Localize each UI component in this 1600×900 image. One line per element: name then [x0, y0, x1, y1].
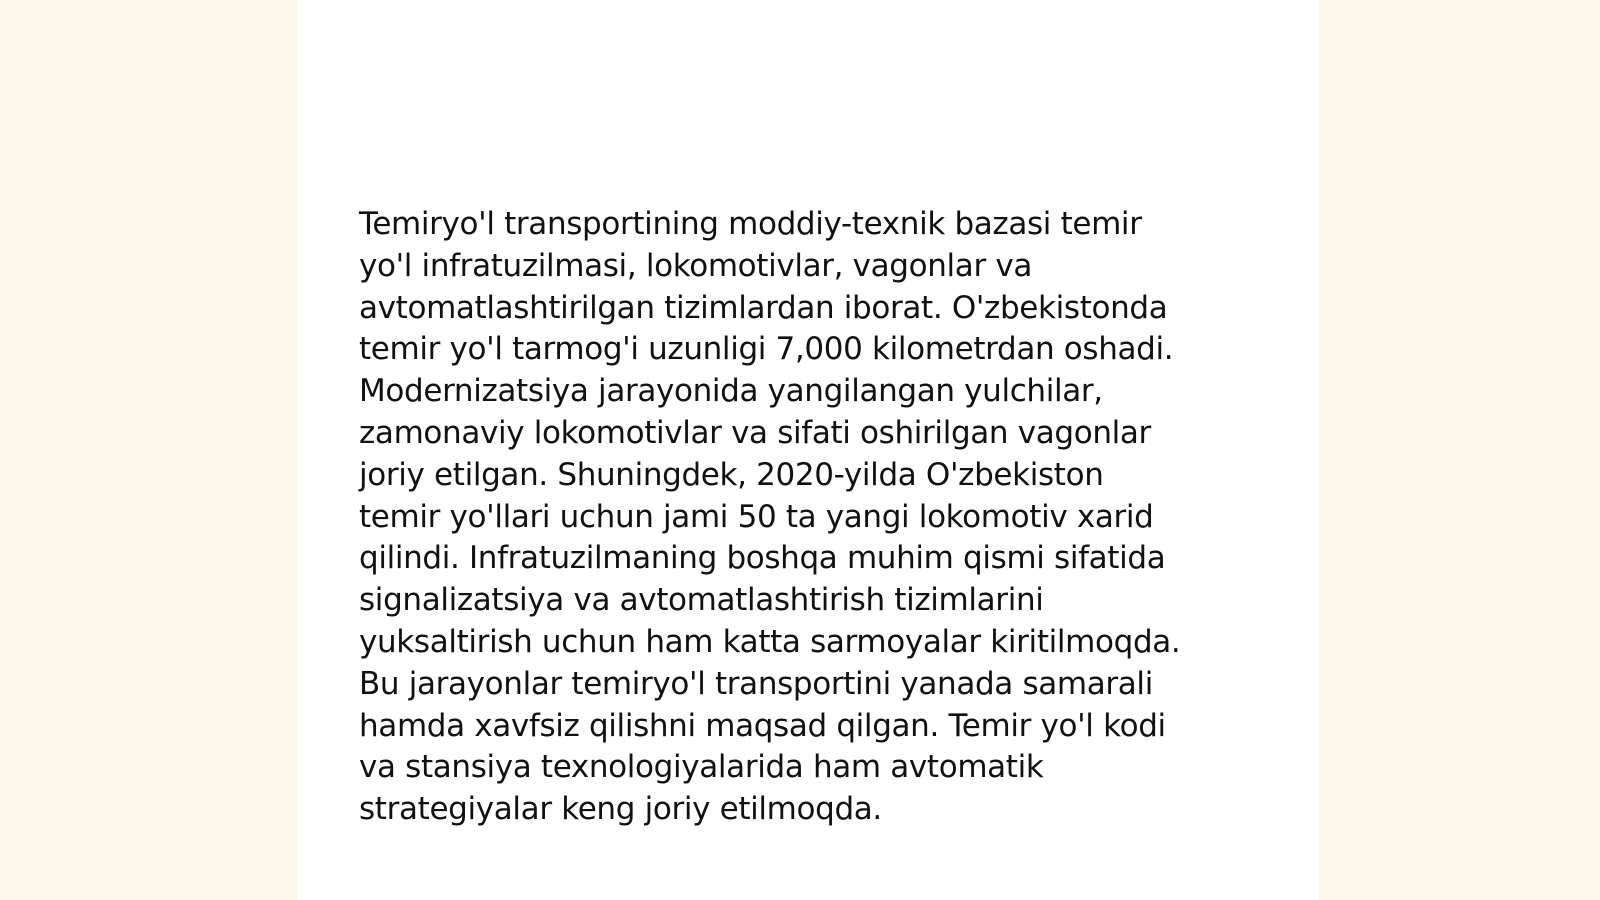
paragraph-line: Modernizatsiya jarayonida yangilangan yulchilar,	[359, 373, 1103, 410]
paragraph-line: temir yo'llari uchun jami 50 ta yangi lokomotiv xarid	[359, 498, 1154, 535]
paragraph-line: yo'l infratuzilmasi, lokomotivlar, vagonlar va	[359, 247, 1032, 284]
paragraph-line: zamonaviy lokomotivlar va sifati oshirilgan vagonlar	[359, 414, 1151, 451]
paragraph-line: Temiryo'l transportining moddiy-texnik bazasi temir	[359, 206, 1142, 242]
paragraph-line: Bu jarayonlar temiryo'l transportini yanada samarali	[359, 665, 1153, 702]
paragraph-line: yuksaltirish uchun ham katta sarmoyalar kiritilmoqda.	[359, 623, 1181, 660]
paragraph-line: va stansiya texnologiyalarida ham avtomatik	[359, 749, 1044, 786]
paragraph-line: avtomatlashtirilgan tizimlardan iborat. O'zbekistonda	[359, 289, 1168, 326]
paragraph-line: temir yo'l tarmog'i uzunligi 7,000 kilometrdan oshadi.	[359, 331, 1174, 368]
body-paragraph	[359, 204, 1249, 831]
paragraph-line: strategiyalar keng joriy etilmoqda.	[359, 791, 882, 828]
paragraph-line: joriy etilgan. Shuningdek, 2020-yilda O'zbekiston	[359, 456, 1104, 493]
paragraph-line: signalizatsiya va avtomatlashtirish tizimlarini	[359, 582, 1044, 619]
document-page	[297, 0, 1319, 900]
paragraph-line: qilindi. Infratuzilmaning boshqa muhim qismi sifatida	[359, 540, 1166, 577]
paragraph-line: hamda xavfsiz qilishni maqsad qilgan. Temir yo'l kodi	[359, 707, 1166, 744]
